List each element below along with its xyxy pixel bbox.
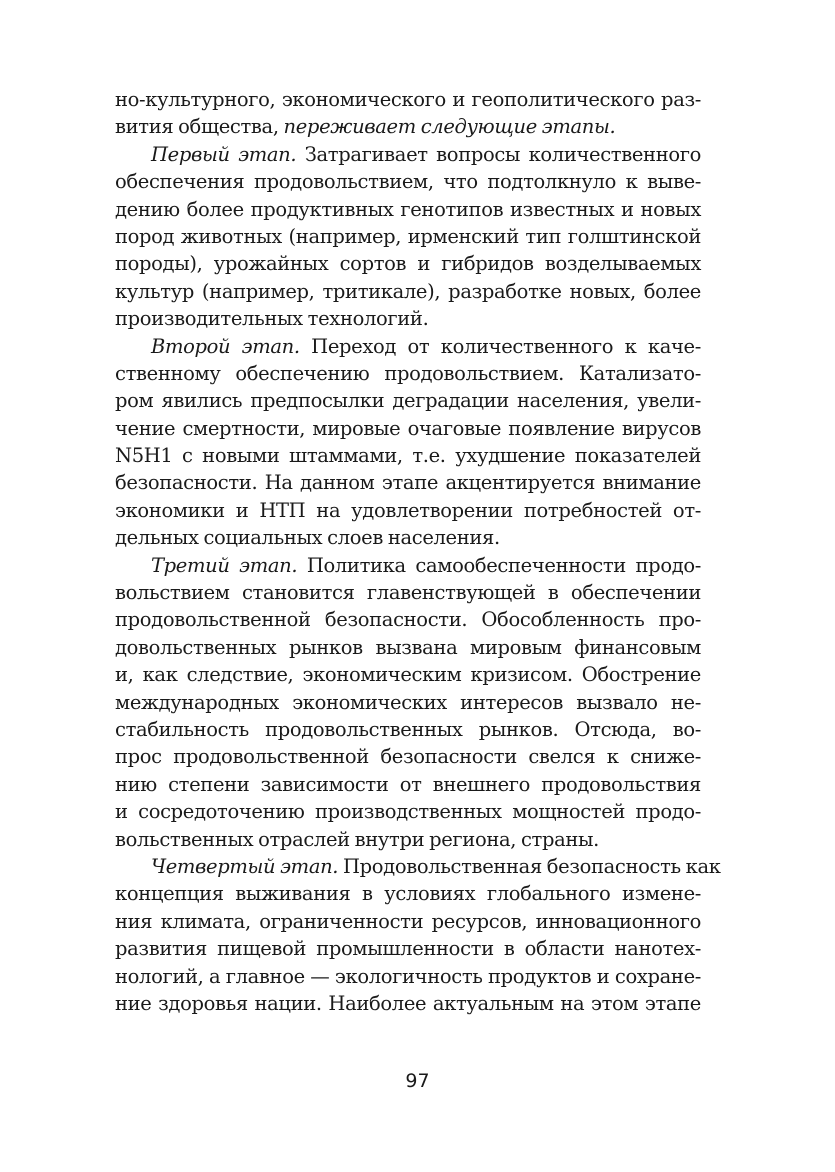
- text-line: и сосредоточению производственных мощностей продо-: [115, 800, 701, 824]
- page-number: 97: [405, 1070, 430, 1092]
- text-line: нию степени зависимости от внешнего продовольствия: [115, 772, 701, 796]
- stage-heading: Третий этап.: [151, 553, 298, 577]
- text-line: нологий, а главное — экологичность продуктов и сохране-: [115, 964, 701, 988]
- text-line: стабильность продовольственных рынков. Отсюда, во-: [115, 717, 701, 741]
- text-line: ния климата, ограниченности ресурсов, инновационного: [115, 909, 701, 933]
- paragraph-third-stage: Третий этап. Политика самообеспеченности продо-: [151, 553, 701, 577]
- text-line: международных экономических интересов вызвало не-: [115, 690, 701, 714]
- text-line: ром явились предпосылки деградации населения, увели-: [115, 389, 701, 413]
- text-line: ственному обеспечению продовольствием. Катализато-: [115, 361, 701, 385]
- text-line: развития пищевой промышленности в области нанотех-: [115, 937, 701, 961]
- stage-heading: Второй этап.: [151, 334, 300, 358]
- text-line: вольственных отраслей внутри региона, страны.: [115, 827, 600, 851]
- stage-heading: Четвертый этап.: [151, 854, 339, 878]
- text-line: вития общества, переживает следующие этапы.: [115, 115, 616, 139]
- text-line: прос продовольственной безопасности свелся к сниже-: [115, 745, 701, 769]
- paragraph-second-stage: Второй этап. Переход от количественного к каче-: [151, 334, 701, 358]
- text-line: породы), урожайных сортов и гибридов возделываемых: [115, 252, 701, 276]
- text-line: ние здоровья нации. Наиболее актуальным на этом этапе: [115, 991, 701, 1015]
- paragraph-first-stage: Первый этап. Затрагивает вопросы количественного: [151, 142, 701, 166]
- text-line: производительных технологий.: [115, 307, 429, 331]
- text-line: экономики и НТП на удовлетворении потребностей от-: [115, 498, 701, 522]
- text-line: безопасности. На данном этапе акцентируется внимание: [115, 471, 701, 495]
- text-line: дению более продуктивных генотипов известных и новых: [115, 197, 701, 221]
- text-line: и, как следствие, экономическим кризисом. Обострение: [115, 663, 701, 687]
- page-body: [115, 86, 721, 1017]
- text-line: культур (например, тритикале), разработке новых, более: [115, 279, 701, 303]
- text-line: продовольственной безопасности. Обособленность про-: [115, 608, 701, 632]
- stage-heading: Первый этап.: [151, 142, 297, 166]
- text-line: обеспечения продовольствием, что подтолкнуло к выве-: [115, 170, 701, 194]
- text-line: пород животных (например, ирменский тип голштинской: [115, 224, 701, 248]
- text-line: чение смертности, мировые очаговые появление вирусов: [115, 416, 701, 440]
- text-line: дельных социальных слоев населения.: [115, 526, 500, 550]
- text-line: но-культурного, экономического и геополитического раз-: [115, 88, 701, 111]
- text-line: концепция выживания в условиях глобального измене-: [115, 882, 701, 906]
- text-line: N5H1 с новыми штаммами, т.е. ухудшение показателей: [115, 444, 701, 468]
- paragraph-fourth-stage: Четвертый этап. Продовольственная безопасность как: [151, 854, 721, 878]
- text-line: довольственных рынков вызвана мировым финансовым: [115, 635, 701, 659]
- text-line: вольствием становится главенствующей в обеспечении: [115, 581, 701, 605]
